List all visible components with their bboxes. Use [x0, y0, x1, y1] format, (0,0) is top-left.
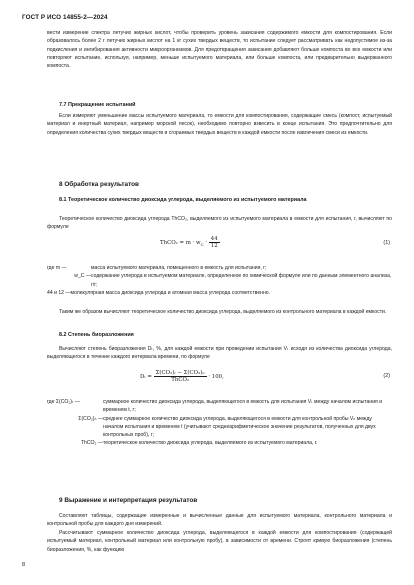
- legend-row: [47, 439, 392, 447]
- formula-2-numerator: Σ(CO₂)ₜ − Σ(CO₂)ₙ: [155, 370, 205, 376]
- formula-2-legend: [47, 398, 392, 448]
- legend-value: суммарное количество диоксида углерода, выделяющегося в емкость для испытания Vₜ между началом испытания и временем t, г;: [103, 399, 383, 414]
- paragraph-cumulative-co2: Рассчитывают суммарное количество диоксида углерода, выделяющегося в каждой емкости для компостирования (содержащей испытуемый материал, контрольный материал или контрольную пробу), в зависимости от времени. Строят кривую биоразложения (степень биоразложения, %, как функцию: [47, 530, 392, 553]
- legend-key: 44 и 12 —: [47, 289, 71, 296]
- legend-key: где Σ(CO₂)ₜ —: [47, 399, 81, 405]
- paragraph-theoretical-co2: Теоретическое количество диоксида углерода ThCO₂, выделяемого из испытуемого материала в емкости для испытания, г, вычисляют по формуле: [47, 216, 392, 231]
- legend-value: среднее суммарное количество диоксида углерода, выделяющегося в емкости для контрольной пробы Vₙ между началом испытания и временем t (учитывают среднеарифметическое значение результатов, полученных для двух контрольных проб), г;: [103, 415, 376, 439]
- legend-value: содержание углерода в испытуемом материале, определенное по химической формуле или по данным элементного анализа, г/г;: [91, 273, 392, 288]
- legend-row: [47, 264, 392, 272]
- formula-2: [140, 370, 224, 383]
- formula-1-sub: C: [200, 242, 204, 248]
- legend-value: молекулярная масса диоксида углерода и атомная масса углерода соответственно.: [70, 289, 271, 296]
- legend-row: [47, 272, 392, 289]
- formula-1-denominator: 12: [210, 243, 218, 249]
- legend-row: [47, 289, 392, 297]
- page-number: 8: [22, 562, 26, 568]
- formula-1-number: (1): [383, 240, 390, 246]
- legend-row: [47, 415, 392, 440]
- legend-key: где m —: [47, 265, 67, 271]
- formula-1-dot: ·: [203, 240, 209, 246]
- legend-row: [47, 398, 392, 415]
- paragraph-termination: Если измеряют уменьшение массы испытуемого материала, то емкости для компостирования, содержащие смесь (компост, испытуемый материал и инертный материал, например морской песок), необходимо повторно взвесить в конце испытания. Это предпочтительно для определения количества сухих твердых веществ и сгораемых твердых веществ в каждой емкости после извлечения смеси из емкости.: [47, 113, 392, 136]
- standard-header: ГОСТ Р ИСО 14855-2—2024: [22, 14, 108, 21]
- formula-1-fraction: [209, 236, 220, 249]
- legend-key: ThCO₂ —: [80, 440, 103, 447]
- section-7-7-heading: 7.7 Прекращение испытаний: [59, 102, 136, 108]
- section-8-2-heading: 8.2 Степень биоразложения: [59, 332, 134, 338]
- formula-2-denominator: ThCO₂: [171, 377, 190, 383]
- formula-1-legend: [47, 264, 392, 297]
- paragraph-tables: Составляют таблицы, содержащие измеренные и вычисленные данные для испытуемого материала, контрольного материала и контрольной пробы для каждого дня измерений.: [47, 513, 392, 528]
- section-8-heading: 8 Обработка результатов: [59, 181, 139, 188]
- legend-key: Σ(CO₂)ₙ —: [78, 415, 103, 422]
- section-8-1-heading: 8.1 Теоретическое количество диоксида углерода, выделяемого из испытуемого материала: [59, 197, 307, 203]
- formula-2-fraction: [154, 370, 207, 383]
- formula-2-lhs: Dₜ =: [140, 374, 154, 380]
- formula-2-number: (2): [383, 373, 390, 379]
- paragraph-biodegradation: Вычисляют степень биоразложения Dₜ, %, для каждой емкости при проведении испытания Vₜ исходя из количества диоксида углерода, выделяющегося в течение каждого интервала времени, по формуле: [47, 346, 392, 361]
- formula-1: [160, 236, 220, 249]
- formula-1-numerator: 44: [210, 236, 218, 242]
- legend-value: теоретическое количество диоксида углерода, выделяемого из испытуемого материала, г.: [103, 440, 318, 447]
- paragraph-control-material: Таким же образом вычисляют теоретическое количество диоксида углерода, выделяемого из контрольного материала в каждой емкости.: [59, 309, 387, 315]
- formula-1-lhs: ThCO₂ = m · w: [160, 240, 201, 246]
- legend-value: масса испытуемого материала, помещенного в емкость для испытания, г;: [91, 265, 267, 271]
- formula-2-tail: · 100,: [206, 374, 224, 380]
- section-9-heading: 9 Выражение и интерпретация результатов: [59, 497, 198, 504]
- legend-key: w_C —: [74, 273, 91, 280]
- paragraph-acid-level: вести измерение спектра летучих жирных кислот, чтобы проверить уровень закисания содержимого емкости для компостирования. Если образовалось более 2 г летучих жирных кислот на 1 кг сухих твердых веществ, то испытание следует рассматривать как недопустимое из-за подкисления и ингибирования активности микроорганизмов. Для предотвращения закисания добавляют больше компоста во все емкости или повторяют испытание, используя, например, меньше испытуемого материала, или больше компоста, или предварительно выдержанного компоста.: [47, 30, 392, 70]
